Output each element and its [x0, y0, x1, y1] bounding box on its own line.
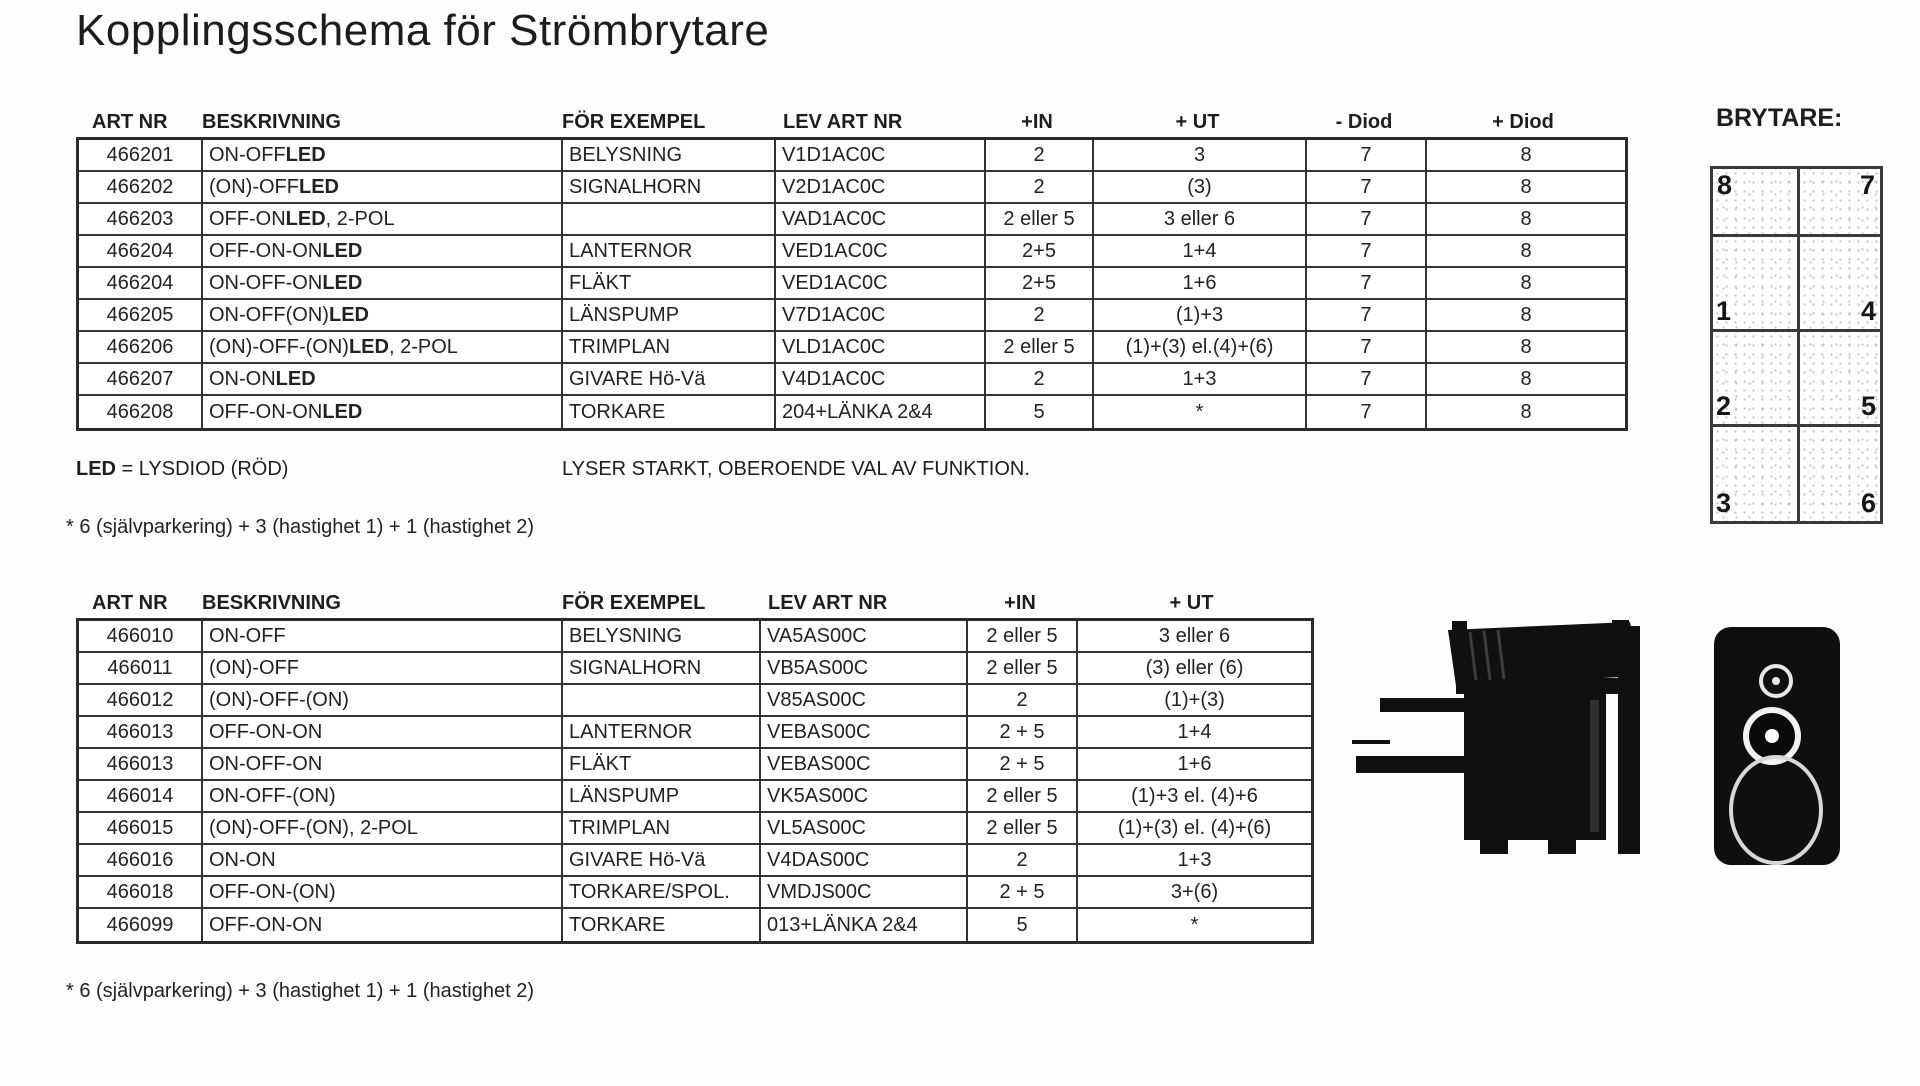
pinout-cell — [1713, 329, 1797, 424]
table-cell: VMDJS00C — [761, 877, 968, 907]
table-cell: 2 — [968, 685, 1078, 715]
table-cell: LÄNSPUMP — [563, 300, 776, 330]
pin-number: 8 — [1717, 170, 1733, 200]
table-cell: OFF-ON-ON — [203, 717, 563, 747]
table-row — [79, 877, 1311, 909]
table-cell: VL5AS00C — [761, 813, 968, 843]
table-cell: 8 — [1520, 143, 1532, 166]
table-cell: 8 — [1520, 335, 1532, 358]
table-row — [79, 300, 1625, 332]
table-cell: VA5AS00C — [761, 621, 968, 651]
table-cell: 466011 — [79, 653, 203, 683]
table-row — [79, 364, 1625, 396]
table-row — [79, 332, 1625, 364]
column-header: LEV ART NR — [768, 592, 888, 614]
table-cell: 5 — [986, 396, 1094, 428]
table-cell: VEBAS00C — [761, 717, 968, 747]
table-cell: TORKARE — [563, 909, 761, 941]
table-cell: OFF-ON-ON LED — [203, 236, 563, 266]
table-cell: SIGNALHORN — [563, 172, 776, 202]
pinout-cell — [1713, 234, 1797, 329]
table-cell: V4DAS00C — [761, 845, 968, 875]
table-cell: VAD1AC0C — [776, 204, 986, 234]
table-cell: 1+4 — [1177, 720, 1212, 743]
switch-pinout-diagram — [1710, 166, 1883, 524]
table-cell: (1)+(3) — [1164, 688, 1225, 711]
brytare-heading: BRYTARE: — [1716, 104, 1843, 132]
column-header: +IN — [1021, 111, 1053, 133]
table-cell: 2 — [986, 300, 1094, 330]
table-cell: 2 eller 5 — [968, 653, 1078, 683]
table-cell: 2 eller 5 — [986, 332, 1094, 362]
wiper-footnote: * 6 (självparkering) + 3 (hastighet 1) + 1 (hastighet 2) — [66, 980, 535, 1002]
table-cell: 8 — [1520, 303, 1532, 326]
table-cell: 7 — [1307, 300, 1427, 330]
table-row — [79, 845, 1311, 877]
led-legend — [76, 458, 1030, 481]
table-cell: 1+6 — [1177, 752, 1212, 775]
column-header: LEV ART NR — [783, 111, 903, 133]
table-row — [79, 749, 1311, 781]
table-cell: VED1AC0C — [776, 236, 986, 266]
led-legend-definition: = LYSDIOD (RÖD) — [116, 458, 289, 480]
table-cell: 8 — [1520, 400, 1532, 423]
table-cell: 466207 — [79, 364, 203, 394]
table-cell: 204+LÄNKA 2&4 — [776, 396, 986, 428]
pinout-cell — [1713, 424, 1797, 521]
table-cell: GIVARE Hö-Vä — [563, 364, 776, 394]
standard-switch-table — [76, 577, 1314, 944]
table-cell: 8 — [1520, 175, 1532, 198]
table-cell: (ON)-OFF LED — [203, 172, 563, 202]
table-cell: OFF-ON-ON — [203, 909, 563, 941]
table-cell: ON-OFF — [203, 621, 563, 651]
table-cell: 466015 — [79, 813, 203, 843]
led-legend-term: LED — [76, 458, 116, 480]
table-cell: 466204 — [79, 268, 203, 298]
table-cell: V1D1AC0C — [776, 140, 986, 170]
table-cell: 5 — [968, 909, 1078, 941]
rocker-switch-rear-view-image — [1712, 624, 1844, 868]
table-cell: TRIMPLAN — [563, 813, 761, 843]
table-cell: LÄNSPUMP — [563, 781, 761, 811]
table-cell: 2 + 5 — [968, 877, 1078, 907]
table-cell: 466012 — [79, 685, 203, 715]
table-cell: 466099 — [79, 909, 203, 941]
table-cell: 8 — [1520, 239, 1532, 262]
table-cell: 3 — [1094, 140, 1307, 170]
table-cell: 466014 — [79, 781, 203, 811]
table-cell: 2+5 — [986, 268, 1094, 298]
column-header: - Diod — [1335, 111, 1393, 133]
table-cell: 7 — [1307, 396, 1427, 428]
table-cell: 1+6 — [1094, 268, 1307, 298]
table-cell: TORKARE — [563, 396, 776, 428]
table-cell: VEBAS00C — [761, 749, 968, 779]
table-cell: VK5AS00C — [761, 781, 968, 811]
table-cell: FLÄKT — [563, 749, 761, 779]
pinout-cell — [1797, 329, 1881, 424]
table-body — [76, 618, 1314, 944]
table-cell: 466203 — [79, 204, 203, 234]
wiper-footnote: * 6 (självparkering) + 3 (hastighet 1) + 1 (hastighet 2) — [66, 516, 535, 538]
table-cell: 2 eller 5 — [986, 204, 1094, 234]
table-row — [79, 236, 1625, 268]
table-cell: VB5AS00C — [761, 653, 968, 683]
column-header: ART NR — [92, 592, 168, 614]
table-cell: 3 eller 6 — [1158, 624, 1231, 647]
pin-number: 7 — [1859, 170, 1875, 200]
page-title: Kopplingsschema för Strömbrytare — [76, 6, 770, 55]
table-cell: FLÄKT — [563, 268, 776, 298]
table-header-row — [76, 577, 1314, 615]
table-row — [79, 653, 1311, 685]
table-cell: (3) — [1094, 172, 1307, 202]
table-cell: 466013 — [79, 749, 203, 779]
table-cell: (1)+(3) el. (4)+(6) — [1117, 816, 1272, 839]
table-cell: 466206 — [79, 332, 203, 362]
led-legend-description: LYSER STARKT, OBEROENDE VAL AV FUNKTION. — [562, 458, 1030, 480]
table-cell: (1)+3 el. (4)+6 — [1131, 784, 1258, 807]
table-cell: LANTERNOR — [563, 717, 761, 747]
table-cell: 1+3 — [1177, 848, 1212, 871]
table-cell: 7 — [1307, 204, 1427, 234]
table-cell: 466016 — [79, 845, 203, 875]
table-cell: ON-OFF-ON — [203, 749, 563, 779]
table-cell: (3) eller (6) — [1145, 656, 1244, 679]
pinout-cell — [1797, 424, 1881, 521]
table-cell: 7 — [1307, 172, 1427, 202]
pin-number: 2 — [1716, 391, 1732, 421]
table-cell: TRIMPLAN — [563, 332, 776, 362]
table-cell: 2 eller 5 — [968, 621, 1078, 651]
table-cell: OFF-ON LED , 2-POL — [203, 204, 563, 234]
pin-number: 5 — [1860, 391, 1876, 421]
table-row — [79, 909, 1311, 941]
table-cell: 466205 — [79, 300, 203, 330]
column-header: FÖR EXEMPEL — [562, 592, 706, 614]
table-row — [79, 717, 1311, 749]
table-cell: 2 — [986, 140, 1094, 170]
table-cell: 3+(6) — [1170, 880, 1219, 903]
column-header: ART NR — [92, 111, 168, 133]
table-cell: ON-OFF-(ON) — [203, 781, 563, 811]
table-row — [79, 268, 1625, 300]
table-cell: * — [1094, 396, 1307, 428]
table-cell: V7D1AC0C — [776, 300, 986, 330]
table-cell: V85AS00C — [761, 685, 968, 715]
table-cell: BELYSNING — [563, 140, 776, 170]
table-cell: V2D1AC0C — [776, 172, 986, 202]
table-cell: 8 — [1520, 271, 1532, 294]
table-row — [79, 621, 1311, 653]
table-cell: 2+5 — [986, 236, 1094, 266]
table-cell: ON-OFF-ON LED — [203, 268, 563, 298]
rocker-switch-side-view-image — [1352, 620, 1662, 870]
column-header: + UT — [1175, 111, 1220, 133]
table-cell: 7 — [1307, 332, 1427, 362]
table-cell: ON-ON — [203, 845, 563, 875]
pin-number: 4 — [1860, 296, 1876, 326]
table-cell: 466204 — [79, 236, 203, 266]
pin-number: 6 — [1860, 488, 1876, 518]
table-row — [79, 685, 1311, 717]
table-header-row — [76, 96, 1628, 134]
table-cell: 2 — [968, 845, 1078, 875]
table-cell: (ON)-OFF-(ON) LED , 2-POL — [203, 332, 563, 362]
table-cell: (ON)-OFF — [203, 653, 563, 683]
table-cell: 466201 — [79, 140, 203, 170]
table-cell: LANTERNOR — [563, 236, 776, 266]
table-cell: 466208 — [79, 396, 203, 428]
table-cell: ON-OFF LED — [203, 140, 563, 170]
table-body — [76, 137, 1628, 431]
table-cell: 8 — [1520, 367, 1532, 390]
table-cell: 7 — [1307, 268, 1427, 298]
table-cell: OFF-ON-(ON) — [203, 877, 563, 907]
table-cell: 2 — [986, 172, 1094, 202]
table-cell: (1)+(3) el.(4)+(6) — [1094, 332, 1307, 362]
table-cell: TORKARE/SPOL. — [563, 877, 761, 907]
table-cell — [563, 204, 776, 234]
table-cell: 2 + 5 — [968, 717, 1078, 747]
column-header: +IN — [1004, 592, 1036, 614]
table-cell: 466013 — [79, 717, 203, 747]
pinout-cell — [1713, 169, 1797, 234]
table-cell: 2 — [986, 364, 1094, 394]
table-row — [79, 172, 1625, 204]
table-row — [79, 396, 1625, 428]
table-cell: GIVARE Hö-Vä — [563, 845, 761, 875]
table-cell: VLD1AC0C — [776, 332, 986, 362]
table-cell: SIGNALHORN — [563, 653, 761, 683]
table-cell: 1+3 — [1094, 364, 1307, 394]
column-header: + UT — [1169, 592, 1214, 614]
column-header: BESKRIVNING — [202, 111, 341, 133]
table-cell: 013+LÄNKA 2&4 — [761, 909, 968, 941]
pinout-cell — [1797, 234, 1881, 329]
pin-number: 3 — [1716, 488, 1732, 518]
table-cell: 2 + 5 — [968, 749, 1078, 779]
table-cell: 2 eller 5 — [968, 813, 1078, 843]
table-cell — [563, 685, 761, 715]
column-header: FÖR EXEMPEL — [562, 111, 706, 133]
table-cell: 1+4 — [1094, 236, 1307, 266]
led-switch-table — [76, 96, 1628, 431]
table-row — [79, 781, 1311, 813]
table-row — [79, 140, 1625, 172]
table-cell: VED1AC0C — [776, 268, 986, 298]
table-cell: OFF-ON-ON LED — [203, 396, 563, 428]
table-cell: * — [1190, 913, 1199, 936]
table-cell: 466010 — [79, 621, 203, 651]
table-cell: (ON)-OFF-(ON) — [203, 685, 563, 715]
table-cell: 7 — [1307, 140, 1427, 170]
table-cell: V4D1AC0C — [776, 364, 986, 394]
table-cell: BELYSNING — [563, 621, 761, 651]
table-cell: 466202 — [79, 172, 203, 202]
table-cell: 7 — [1307, 364, 1427, 394]
column-header: BESKRIVNING — [202, 592, 341, 614]
pin-number: 1 — [1716, 296, 1732, 326]
table-cell: 7 — [1307, 236, 1427, 266]
table-cell: 466018 — [79, 877, 203, 907]
table-row — [79, 813, 1311, 845]
table-cell: 2 eller 5 — [968, 781, 1078, 811]
table-cell: 3 eller 6 — [1094, 204, 1307, 234]
pinout-cell — [1797, 169, 1881, 234]
table-row — [79, 204, 1625, 236]
table-cell: (1)+3 — [1094, 300, 1307, 330]
table-cell: ON-OFF(ON) LED — [203, 300, 563, 330]
table-cell: ON-ON LED — [203, 364, 563, 394]
table-cell: 8 — [1520, 207, 1532, 230]
column-header: + Diod — [1492, 111, 1554, 133]
table-cell: (ON)-OFF-(ON), 2-POL — [203, 813, 563, 843]
